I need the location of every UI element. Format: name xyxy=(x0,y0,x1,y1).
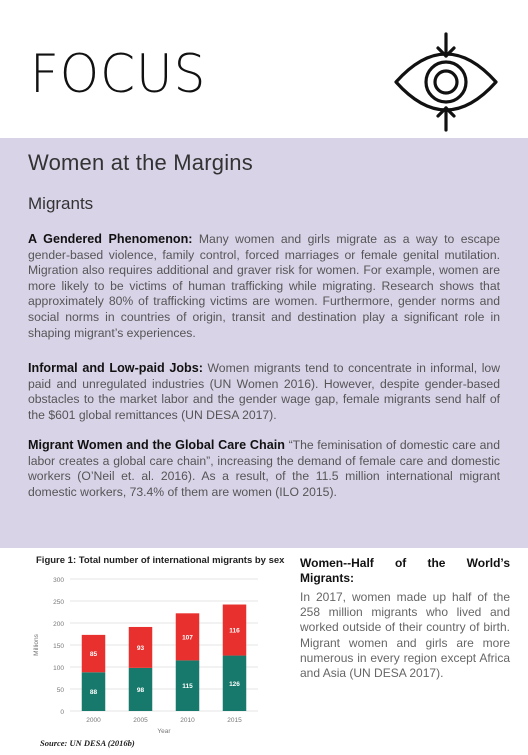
bar-data-label: 126 xyxy=(229,680,240,688)
y-tick-label: 100 xyxy=(53,665,64,672)
eye-focus-icon xyxy=(392,30,500,134)
page-title: FOCUS xyxy=(30,43,207,105)
bar-data-label: 107 xyxy=(182,634,193,642)
section-title: Women at the Margins xyxy=(28,150,253,175)
chart-plot xyxy=(26,569,276,749)
sidebar-body: In 2017, women made up half of the 258 million migrants who lived and worked outside of their country of birth. Migrant women and girls are more numerous in every region except Africa and Asia (UN DESA 2017). xyxy=(300,590,510,681)
y-tick-label: 0 xyxy=(60,709,64,716)
paragraph-gendered-phenomenon xyxy=(28,232,500,341)
y-tick-label: 300 xyxy=(53,577,64,584)
chart-source: Source: UN DESA (2016b) xyxy=(40,738,135,748)
paragraph-heading: A Gendered Phenomenon: xyxy=(28,232,193,246)
y-tick-label: 150 xyxy=(53,643,64,650)
y-tick-label: 250 xyxy=(53,599,64,606)
bar-data-label: 116 xyxy=(229,627,240,635)
chart-title: Figure 1: Total number of international migrants by sex xyxy=(36,555,285,566)
bar-data-label: 85 xyxy=(89,651,98,659)
x-tick-label: 2000 xyxy=(86,717,101,724)
x-tick-label: 2010 xyxy=(180,717,195,724)
migrants-chart xyxy=(26,555,285,755)
paragraph-heading: Migrant Women and the Global Care Chain xyxy=(28,438,285,452)
paragraph-low-paid-jobs xyxy=(28,361,500,423)
paragraph-text: “The feminisation of domestic care and labor creates a global care chain”, increasing the demand of female care and domestic workers (O’Neil et. al. 2016). As a result, of the 11.5 million international migrant domestic workers, 73.4% of them are women (ILO 2015). xyxy=(28,438,500,499)
x-axis-label: Year xyxy=(157,728,171,735)
bar-data-label: 98 xyxy=(136,686,145,694)
paragraph-global-care-chain xyxy=(28,438,500,500)
y-axis-label: Millions xyxy=(33,634,40,656)
x-tick-label: 2005 xyxy=(133,717,148,724)
subsection-title: Migrants xyxy=(28,194,94,213)
bar-data-label: 93 xyxy=(136,644,145,652)
sidebar-title: Women--Half of the World’s Migrants: xyxy=(300,556,510,585)
bar-data-label: 115 xyxy=(182,683,193,691)
paragraph-text: Women migrants tend to concentrate in informal, low paid and unregulated industries (UN Women 2016). However, despite gender-based obstacles to the market labor and the gender wage gap, female migrants send half of the $601 global remittances (UN DESA 2017). xyxy=(28,361,501,422)
y-tick-label: 200 xyxy=(53,621,64,628)
paragraph-text: Many women and girls migrate as a way to escape gender-based violence, family control, forced marriages or female genital mutilation. Migration also requires additional and graver risk for women. For example, women are more likely to be victims of human trafficking while migrating. Research shows that approximately 80% of trafficking victims are women. Furthermore, gender norms and social norms in countries of origin, transit and destination play a significant role in shaping migrant’s experiences. xyxy=(28,232,500,340)
x-tick-label: 2015 xyxy=(227,717,242,724)
bar-data-label: 88 xyxy=(89,689,98,697)
paragraph-heading: Informal and Low-paid Jobs: xyxy=(28,361,203,375)
y-tick-label: 50 xyxy=(56,687,64,694)
